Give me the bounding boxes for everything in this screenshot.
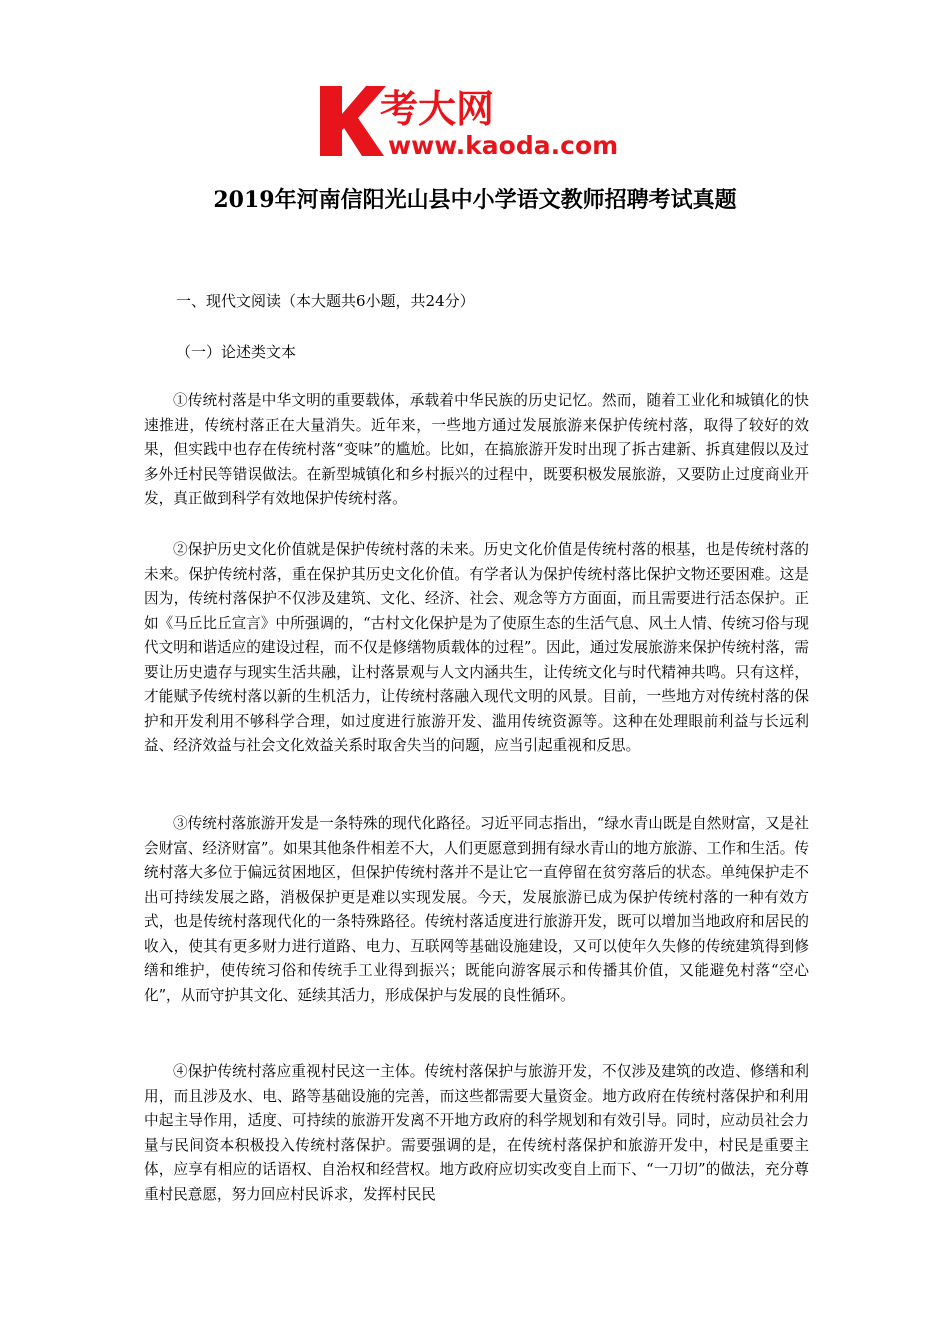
kaoda-logo-graphic [318, 80, 638, 160]
paragraph-3: ③传统村落旅游开发是一条特殊的现代化路径。习近平同志指出，“绿水青山既是自然财富，又是社会财富、经济财富”。如果其他条件相差不大，人们更愿意到拥有绿水青山的地方旅游、工作和生活。传统村落大多位于偏远贫困地区，但保护传统村落并不是让它一直停留在贫穷落后的状态。单纯保护走不出可持续发展之路，消极保护更是难以实现发展。今天，发展旅游已成为保护传统村落的一种有效方式，也是传统村落现代化的一条特殊路径。传统村落适度进行旅游开发，既可以增加当地政府和居民的收入，使其有更多财力进行道路、电力、互联网等基础设施建设，又可以使年久失修的传统建筑得到修缮和维护，使传统习俗和传统手工业得到振兴；既能向游客展示和传播其价值，又能避免村落“空心化”，从而守护其文化、延续其活力，形成保护与发展的良性循环。 [144, 815, 809, 1004]
paragraph-2: ②保护历史文化价值就是保护传统村落的未来。历史文化价值是传统村落的根基，也是传统村落的未来。保护传统村落，重在保护其历史文化价值。有学者认为保护传统村落比保护文物还要困难。这是因为，传统村落保护不仅涉及建筑、文化、经济、社会、观念等方方面面，而且需要进行活态保护。正如《马丘比丘宣言》中所强调的，“古村文化保护是为了使原生态的生活气息、风土人情、传统习俗与现代文明和谐适应的建设过程，而不仅是修缮物质载体的过程”。因此，通过发展旅游来保护传统村落，需要让历史遗存与现实生活共融，让村落景观与人文内涵共生，让传统文化与时代精神共鸣。只有这样，才能赋予传统村落以新的生机活力，让传统村落融入现代文明的风景。目前，一些地方对传统村落的保护和开发利用不够科学合理，如过度进行旅游开发、滥用传统资源等。这种在处理眼前利益与长远利益、经济效益与社会文化效益关系时取舍失当的问题，应当引起重视和反思。 [144, 541, 809, 754]
document-title: 2019年河南信阳光山县中小学语文教师招聘考试真题 [213, 187, 737, 213]
section-heading: 一、现代文阅读（本大题共6小题，共24分） [176, 292, 475, 310]
paragraph-1: ①传统村落是中华文明的重要载体，承载着中华民族的历史记忆。然而，随着工业化和城镇化的快速推进，传统村落正在大量消失。近年来，一些地方通过发展旅游来保护传统村落，取得了较好的效果，但实践中也存在传统村落“变味”的尴尬。比如，在搞旅游开发时出现了拆古建新、拆真建假以及过多外迁村民等错误做法。在新型城镇化和乡村振兴的过程中，既要积极发展旅游，又要防止过度商业开发，真正做到科学有效地保护传统村落。 [144, 392, 809, 507]
logo-brand-url: www.kaoda.com [388, 131, 619, 160]
paragraph-4: ④保护传统村落应重视村民这一主体。传统村落保护与旅游开发，不仅涉及建筑的改造、修缮和利用，而且涉及水、电、路等基础设施的完善，而这些都需要大量资金。地方政府在传统村落保护和利用中起主导作用，适度、可持续的旅游开发离不开地方政府的科学规划和有效引导。同时，应动员社会力量与民间资本积极投入传统村落保护。需要强调的是，在传统村落保护和旅游开发中，村民是重要主体，应享有相应的话语权、自治权和经营权。地方政府应切实改变自上而下、“一刀切”的做法，充分尊重村民意愿，努力回应村民诉求，发挥村民民 [144, 1063, 809, 1203]
kaoda-logo[interactable] [318, 80, 638, 160]
sub-heading: （一）论述类文本 [176, 343, 297, 361]
k-letter-mark [320, 86, 386, 156]
logo-brand-cn: 考大网 [380, 87, 495, 131]
